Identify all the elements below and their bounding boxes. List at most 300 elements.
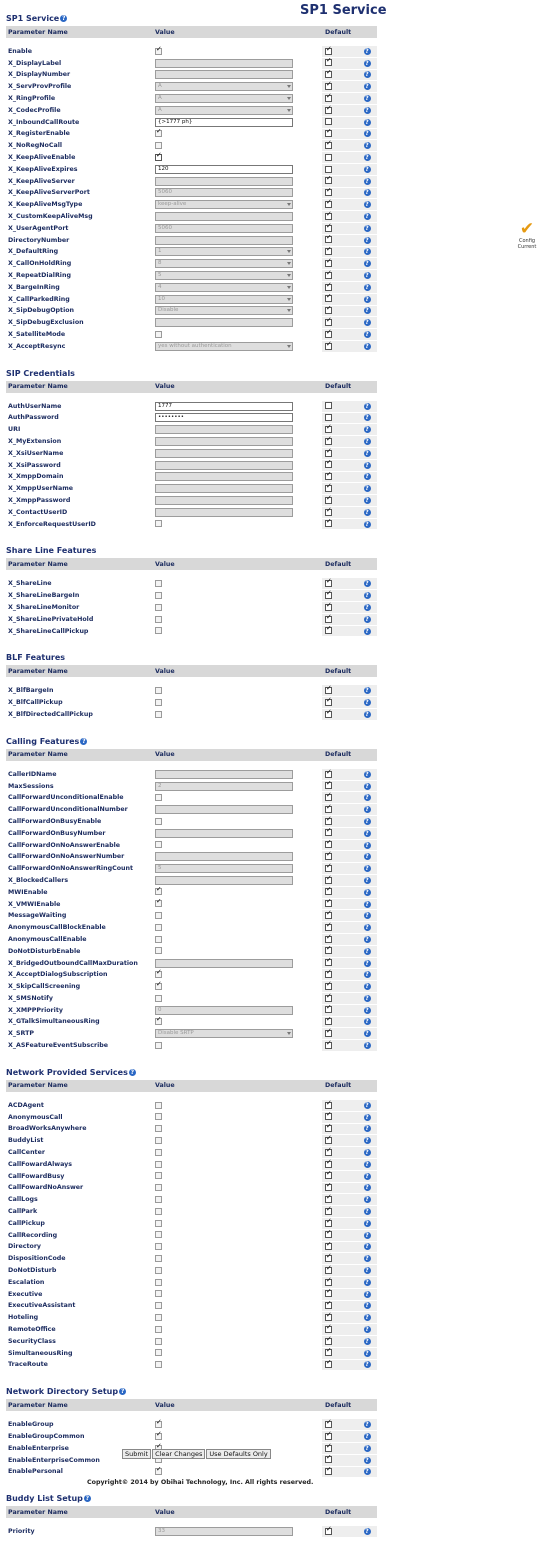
- value-input[interactable]: [155, 461, 293, 470]
- help-icon[interactable]: ?: [365, 853, 369, 861]
- help-icon[interactable]: ?: [365, 508, 369, 516]
- help-icon[interactable]: ?: [82, 737, 86, 745]
- help-icon[interactable]: ?: [365, 47, 369, 55]
- help-icon[interactable]: ?: [365, 438, 369, 445]
- value-input[interactable]: [155, 212, 293, 221]
- value-checkbox[interactable]: [155, 794, 162, 801]
- help-icon[interactable]: ?: [365, 307, 369, 315]
- help-icon[interactable]: ?: [365, 592, 369, 600]
- value-input[interactable]: 120: [155, 165, 293, 174]
- help-icon[interactable]: ?: [365, 770, 369, 778]
- value-checkbox[interactable]: [155, 1102, 162, 1109]
- default-checkbox[interactable]: [325, 771, 332, 778]
- value-input[interactable]: ••••••••: [155, 413, 293, 422]
- default-checkbox[interactable]: [325, 272, 332, 279]
- value-input[interactable]: [155, 496, 293, 505]
- default-checkbox[interactable]: [325, 118, 332, 125]
- help-icon[interactable]: ?: [365, 1196, 369, 1204]
- default-checkbox[interactable]: [325, 1030, 332, 1037]
- value-input[interactable]: [155, 508, 293, 517]
- help-icon[interactable]: ?: [365, 95, 369, 103]
- help-icon[interactable]: ?: [365, 118, 369, 126]
- default-checkbox[interactable]: [325, 1161, 332, 1168]
- help-icon[interactable]: ?: [365, 1137, 369, 1145]
- value-input[interactable]: [155, 876, 293, 885]
- default-checkbox[interactable]: [325, 592, 332, 599]
- value-checkbox[interactable]: [155, 924, 162, 931]
- help-icon[interactable]: ?: [365, 1361, 369, 1369]
- help-icon[interactable]: ?: [365, 1006, 369, 1014]
- help-icon[interactable]: ?: [365, 1421, 369, 1429]
- help-icon[interactable]: ?: [365, 699, 369, 707]
- help-icon[interactable]: ?: [365, 1302, 369, 1310]
- value-checkbox[interactable]: [155, 971, 162, 978]
- help-icon[interactable]: ?: [365, 1456, 369, 1464]
- value-checkbox[interactable]: [155, 983, 162, 990]
- value-checkbox[interactable]: [155, 711, 162, 718]
- default-checkbox[interactable]: [325, 284, 332, 291]
- default-checkbox[interactable]: [325, 1445, 332, 1452]
- value-checkbox[interactable]: [155, 1220, 162, 1227]
- default-checkbox[interactable]: [325, 236, 332, 243]
- default-checkbox[interactable]: [325, 1125, 332, 1132]
- value-checkbox[interactable]: [155, 1279, 162, 1286]
- value-input[interactable]: [155, 484, 293, 493]
- use-defaults-button[interactable]: Use Defaults Only: [206, 1449, 270, 1459]
- help-icon[interactable]: ?: [365, 342, 369, 350]
- default-checkbox[interactable]: [325, 1243, 332, 1250]
- help-icon[interactable]: ?: [365, 1278, 369, 1286]
- help-icon[interactable]: ?: [365, 260, 369, 268]
- default-checkbox[interactable]: [325, 450, 332, 457]
- default-checkbox[interactable]: [325, 888, 332, 895]
- help-icon[interactable]: ?: [365, 213, 369, 221]
- default-checkbox[interactable]: [325, 166, 332, 173]
- help-icon[interactable]: ?: [365, 782, 369, 790]
- help-icon[interactable]: ?: [365, 1018, 369, 1026]
- help-icon[interactable]: ?: [365, 994, 369, 1002]
- help-icon[interactable]: ?: [365, 461, 369, 469]
- default-checkbox[interactable]: [325, 924, 332, 931]
- value-input[interactable]: [155, 70, 293, 79]
- help-icon[interactable]: ?: [61, 15, 66, 22]
- default-checkbox[interactable]: [325, 627, 332, 634]
- value-checkbox[interactable]: [155, 1184, 162, 1191]
- default-checkbox[interactable]: [325, 1468, 332, 1475]
- default-checkbox[interactable]: [325, 1314, 332, 1321]
- default-checkbox[interactable]: [325, 1231, 332, 1238]
- value-input[interactable]: 1777: [155, 402, 293, 411]
- value-checkbox[interactable]: [155, 1243, 162, 1250]
- default-checkbox[interactable]: [325, 260, 332, 267]
- value-checkbox[interactable]: [155, 1018, 162, 1025]
- help-icon[interactable]: ?: [365, 201, 369, 209]
- help-icon[interactable]: ?: [365, 142, 369, 150]
- value-checkbox[interactable]: [155, 1468, 162, 1475]
- default-checkbox[interactable]: [325, 414, 332, 421]
- value-select[interactable]: yes without authentication: [155, 342, 293, 351]
- value-input[interactable]: [155, 829, 293, 838]
- value-checkbox[interactable]: [155, 841, 162, 848]
- value-checkbox[interactable]: [155, 1314, 162, 1321]
- default-checkbox[interactable]: [325, 865, 332, 872]
- default-checkbox[interactable]: [325, 177, 332, 184]
- value-checkbox[interactable]: [155, 130, 162, 137]
- default-checkbox[interactable]: [325, 580, 332, 587]
- default-checkbox[interactable]: [325, 1433, 332, 1440]
- help-icon[interactable]: ?: [365, 865, 369, 873]
- value-input[interactable]: [155, 770, 293, 779]
- help-icon[interactable]: ?: [365, 817, 369, 825]
- default-checkbox[interactable]: [325, 711, 332, 718]
- default-checkbox[interactable]: [325, 189, 332, 196]
- help-icon[interactable]: ?: [365, 177, 369, 185]
- value-select[interactable]: Disable SRTP: [155, 1029, 293, 1038]
- default-checkbox[interactable]: [325, 1172, 332, 1179]
- default-checkbox[interactable]: [325, 509, 332, 516]
- value-checkbox[interactable]: [155, 1326, 162, 1333]
- default-checkbox[interactable]: [325, 142, 332, 149]
- value-input[interactable]: 5060: [155, 224, 293, 233]
- default-checkbox[interactable]: [325, 936, 332, 943]
- help-icon[interactable]: ?: [365, 165, 369, 173]
- help-icon[interactable]: ?: [365, 473, 369, 481]
- default-checkbox[interactable]: [325, 213, 332, 220]
- help-icon[interactable]: ?: [365, 1290, 369, 1298]
- value-checkbox[interactable]: [155, 1302, 162, 1309]
- default-checkbox[interactable]: [325, 1042, 332, 1049]
- default-checkbox[interactable]: [325, 83, 332, 90]
- help-icon[interactable]: ?: [365, 272, 369, 280]
- value-select[interactable]: 5: [155, 271, 293, 280]
- help-icon[interactable]: ?: [365, 1326, 369, 1334]
- help-icon[interactable]: ?: [365, 106, 369, 114]
- value-select[interactable]: A: [155, 94, 293, 103]
- help-icon[interactable]: ?: [365, 426, 369, 434]
- help-icon[interactable]: ?: [365, 794, 369, 802]
- value-checkbox[interactable]: [155, 1421, 162, 1428]
- help-icon[interactable]: ?: [365, 615, 369, 623]
- value-input[interactable]: 2: [155, 782, 293, 791]
- value-input[interactable]: {>1777 ph}: [155, 118, 293, 127]
- help-icon[interactable]: ?: [365, 402, 369, 410]
- help-icon[interactable]: ?: [365, 971, 369, 979]
- help-icon[interactable]: ?: [365, 1160, 369, 1168]
- help-icon[interactable]: ?: [365, 520, 369, 528]
- help-icon[interactable]: ?: [365, 319, 369, 327]
- default-checkbox[interactable]: [325, 1456, 332, 1463]
- default-checkbox[interactable]: [325, 485, 332, 492]
- value-input[interactable]: 5: [155, 864, 293, 873]
- value-input[interactable]: [155, 437, 293, 446]
- default-checkbox[interactable]: [325, 1113, 332, 1120]
- default-checkbox[interactable]: [325, 1006, 332, 1013]
- default-checkbox[interactable]: [325, 461, 332, 468]
- value-checkbox[interactable]: [155, 687, 162, 694]
- default-checkbox[interactable]: [325, 343, 332, 350]
- default-checkbox[interactable]: [325, 699, 332, 706]
- value-input[interactable]: [155, 959, 293, 968]
- default-checkbox[interactable]: [325, 107, 332, 114]
- default-checkbox[interactable]: [325, 995, 332, 1002]
- help-icon[interactable]: ?: [365, 485, 369, 493]
- default-checkbox[interactable]: [325, 1267, 332, 1274]
- help-icon[interactable]: ?: [365, 935, 369, 943]
- default-checkbox[interactable]: [325, 853, 332, 860]
- value-checkbox[interactable]: [155, 1161, 162, 1168]
- value-checkbox[interactable]: [155, 520, 162, 527]
- default-checkbox[interactable]: [325, 248, 332, 255]
- default-checkbox[interactable]: [325, 1137, 332, 1144]
- default-checkbox[interactable]: [325, 331, 332, 338]
- default-checkbox[interactable]: [325, 616, 332, 623]
- default-checkbox[interactable]: [325, 225, 332, 232]
- help-icon[interactable]: ?: [365, 841, 369, 849]
- value-checkbox[interactable]: [155, 1231, 162, 1238]
- default-checkbox[interactable]: [325, 48, 332, 55]
- default-checkbox[interactable]: [325, 806, 332, 813]
- value-checkbox[interactable]: [155, 1338, 162, 1345]
- help-icon[interactable]: ?: [365, 71, 369, 79]
- default-checkbox[interactable]: [325, 402, 332, 409]
- default-checkbox[interactable]: [325, 1208, 332, 1215]
- value-input[interactable]: [155, 852, 293, 861]
- default-checkbox[interactable]: [325, 604, 332, 611]
- value-checkbox[interactable]: [155, 1137, 162, 1144]
- help-icon[interactable]: ?: [365, 627, 369, 635]
- default-checkbox[interactable]: [325, 520, 332, 527]
- help-icon[interactable]: ?: [365, 1255, 369, 1263]
- help-icon[interactable]: ?: [365, 1349, 369, 1357]
- help-icon[interactable]: ?: [365, 959, 369, 967]
- default-checkbox[interactable]: [325, 794, 332, 801]
- value-checkbox[interactable]: [155, 1172, 162, 1179]
- default-checkbox[interactable]: [325, 1149, 332, 1156]
- value-checkbox[interactable]: [155, 142, 162, 149]
- help-icon[interactable]: ?: [365, 603, 369, 611]
- value-checkbox[interactable]: [155, 936, 162, 943]
- default-checkbox[interactable]: [325, 1102, 332, 1109]
- default-checkbox[interactable]: [325, 983, 332, 990]
- help-icon[interactable]: ?: [365, 1184, 369, 1192]
- default-checkbox[interactable]: [325, 782, 332, 789]
- value-checkbox[interactable]: [155, 1255, 162, 1262]
- value-checkbox[interactable]: [155, 604, 162, 611]
- help-icon[interactable]: ?: [365, 189, 369, 197]
- help-icon[interactable]: ?: [365, 236, 369, 244]
- help-icon[interactable]: ?: [365, 1172, 369, 1180]
- value-checkbox[interactable]: [155, 1208, 162, 1215]
- help-icon[interactable]: ?: [365, 1113, 369, 1121]
- value-checkbox[interactable]: [155, 1113, 162, 1120]
- default-checkbox[interactable]: [325, 947, 332, 954]
- help-icon[interactable]: ?: [365, 900, 369, 908]
- help-icon[interactable]: ?: [85, 1495, 90, 1503]
- help-icon[interactable]: ?: [365, 947, 369, 955]
- default-checkbox[interactable]: [325, 59, 332, 66]
- value-checkbox[interactable]: [155, 48, 162, 55]
- value-input[interactable]: 0: [155, 1006, 293, 1015]
- value-select[interactable]: A: [155, 106, 293, 115]
- default-checkbox[interactable]: [325, 1421, 332, 1428]
- default-checkbox[interactable]: [325, 829, 332, 836]
- help-icon[interactable]: ?: [365, 710, 369, 718]
- help-icon[interactable]: ?: [365, 1208, 369, 1216]
- help-icon[interactable]: ?: [365, 1125, 369, 1133]
- help-icon[interactable]: ?: [365, 130, 369, 138]
- help-icon[interactable]: ?: [365, 876, 369, 884]
- value-checkbox[interactable]: [155, 900, 162, 907]
- default-checkbox[interactable]: [325, 912, 332, 919]
- help-icon[interactable]: ?: [365, 449, 369, 457]
- help-icon[interactable]: ?: [365, 1149, 369, 1157]
- value-checkbox[interactable]: [155, 1433, 162, 1440]
- value-input[interactable]: [155, 318, 293, 327]
- default-checkbox[interactable]: [325, 1326, 332, 1333]
- help-icon[interactable]: ?: [365, 829, 369, 837]
- help-icon[interactable]: ?: [365, 1444, 369, 1452]
- help-icon[interactable]: ?: [365, 83, 369, 91]
- value-checkbox[interactable]: [155, 1125, 162, 1132]
- value-input[interactable]: 33: [155, 1527, 293, 1536]
- default-checkbox[interactable]: [325, 1184, 332, 1191]
- value-checkbox[interactable]: [155, 818, 162, 825]
- help-icon[interactable]: ?: [365, 154, 369, 162]
- help-icon[interactable]: ?: [365, 283, 369, 291]
- value-checkbox[interactable]: [155, 1042, 162, 1049]
- default-checkbox[interactable]: [325, 130, 332, 137]
- default-checkbox[interactable]: [325, 201, 332, 208]
- help-icon[interactable]: ?: [365, 687, 369, 695]
- value-input[interactable]: [155, 425, 293, 434]
- default-checkbox[interactable]: [325, 319, 332, 326]
- help-icon[interactable]: ?: [365, 1219, 369, 1227]
- value-checkbox[interactable]: [155, 995, 162, 1002]
- help-icon[interactable]: ?: [365, 1243, 369, 1251]
- help-icon[interactable]: ?: [365, 1030, 369, 1038]
- help-icon[interactable]: ?: [365, 248, 369, 256]
- value-checkbox[interactable]: [155, 331, 162, 338]
- help-icon[interactable]: ?: [130, 1068, 135, 1076]
- value-input[interactable]: [155, 805, 293, 814]
- help-icon[interactable]: ?: [365, 806, 369, 814]
- default-checkbox[interactable]: [325, 1338, 332, 1345]
- help-icon[interactable]: ?: [365, 924, 369, 932]
- value-checkbox[interactable]: [155, 1290, 162, 1297]
- value-select[interactable]: A: [155, 82, 293, 91]
- value-checkbox[interactable]: [155, 699, 162, 706]
- help-icon[interactable]: ?: [365, 1231, 369, 1239]
- default-checkbox[interactable]: [325, 1349, 332, 1356]
- help-icon[interactable]: ?: [365, 1337, 369, 1345]
- help-icon[interactable]: ?: [365, 1528, 369, 1536]
- help-icon[interactable]: ?: [120, 1388, 125, 1396]
- help-icon[interactable]: ?: [365, 1101, 369, 1109]
- value-checkbox[interactable]: [155, 1349, 162, 1356]
- value-input[interactable]: [155, 472, 293, 481]
- value-checkbox[interactable]: [155, 1196, 162, 1203]
- default-checkbox[interactable]: [325, 1290, 332, 1297]
- default-checkbox[interactable]: [325, 818, 332, 825]
- default-checkbox[interactable]: [325, 307, 332, 314]
- default-checkbox[interactable]: [325, 959, 332, 966]
- default-checkbox[interactable]: [325, 295, 332, 302]
- value-checkbox[interactable]: [155, 616, 162, 623]
- value-input[interactable]: [155, 449, 293, 458]
- help-icon[interactable]: ?: [365, 224, 369, 232]
- help-icon[interactable]: ?: [365, 295, 369, 303]
- value-checkbox[interactable]: [155, 1267, 162, 1274]
- value-input[interactable]: [155, 236, 293, 245]
- value-select[interactable]: 8: [155, 259, 293, 268]
- value-checkbox[interactable]: [155, 888, 162, 895]
- help-icon[interactable]: ?: [365, 580, 369, 588]
- default-checkbox[interactable]: [325, 1279, 332, 1286]
- default-checkbox[interactable]: [325, 154, 332, 161]
- default-checkbox[interactable]: [325, 971, 332, 978]
- default-checkbox[interactable]: [325, 1255, 332, 1262]
- value-select[interactable]: 1: [155, 247, 293, 256]
- help-icon[interactable]: ?: [365, 496, 369, 504]
- default-checkbox[interactable]: [325, 1528, 332, 1535]
- help-icon[interactable]: ?: [365, 331, 369, 339]
- value-checkbox[interactable]: [155, 947, 162, 954]
- value-checkbox[interactable]: [155, 627, 162, 634]
- value-checkbox[interactable]: [155, 1149, 162, 1156]
- help-icon[interactable]: ?: [365, 1468, 369, 1476]
- help-icon[interactable]: ?: [365, 983, 369, 991]
- default-checkbox[interactable]: [325, 1361, 332, 1368]
- value-checkbox[interactable]: [155, 580, 162, 587]
- help-icon[interactable]: ?: [365, 1267, 369, 1275]
- value-select[interactable]: Disable: [155, 306, 293, 315]
- default-checkbox[interactable]: [325, 1302, 332, 1309]
- value-input[interactable]: [155, 177, 293, 186]
- help-icon[interactable]: ?: [365, 888, 369, 896]
- default-checkbox[interactable]: [325, 95, 332, 102]
- value-select[interactable]: 10: [155, 295, 293, 304]
- default-checkbox[interactable]: [325, 877, 332, 884]
- value-input[interactable]: 5060: [155, 188, 293, 197]
- help-icon[interactable]: ?: [365, 1433, 369, 1440]
- help-icon[interactable]: ?: [365, 1042, 369, 1050]
- value-checkbox[interactable]: [155, 154, 162, 161]
- default-checkbox[interactable]: [325, 1220, 332, 1227]
- value-input[interactable]: [155, 59, 293, 68]
- value-select[interactable]: 4: [155, 283, 293, 292]
- default-checkbox[interactable]: [325, 473, 332, 480]
- default-checkbox[interactable]: [325, 497, 332, 504]
- default-checkbox[interactable]: [325, 438, 332, 445]
- default-checkbox[interactable]: [325, 426, 332, 433]
- value-checkbox[interactable]: [155, 592, 162, 599]
- default-checkbox[interactable]: [325, 1196, 332, 1203]
- default-checkbox[interactable]: [325, 687, 332, 694]
- clear-changes-button[interactable]: Clear Changes: [152, 1449, 205, 1459]
- help-icon[interactable]: ?: [365, 912, 369, 920]
- submit-button[interactable]: Submit: [122, 1449, 151, 1459]
- help-icon[interactable]: ?: [365, 1314, 369, 1322]
- default-checkbox[interactable]: [325, 71, 332, 78]
- help-icon[interactable]: ?: [365, 59, 369, 67]
- value-checkbox[interactable]: [155, 1361, 162, 1368]
- default-checkbox[interactable]: [325, 900, 332, 907]
- help-icon[interactable]: ?: [365, 414, 369, 422]
- value-checkbox[interactable]: [155, 912, 162, 919]
- value-select[interactable]: keep-alive: [155, 200, 293, 209]
- default-checkbox[interactable]: [325, 1018, 332, 1025]
- default-checkbox[interactable]: [325, 841, 332, 848]
